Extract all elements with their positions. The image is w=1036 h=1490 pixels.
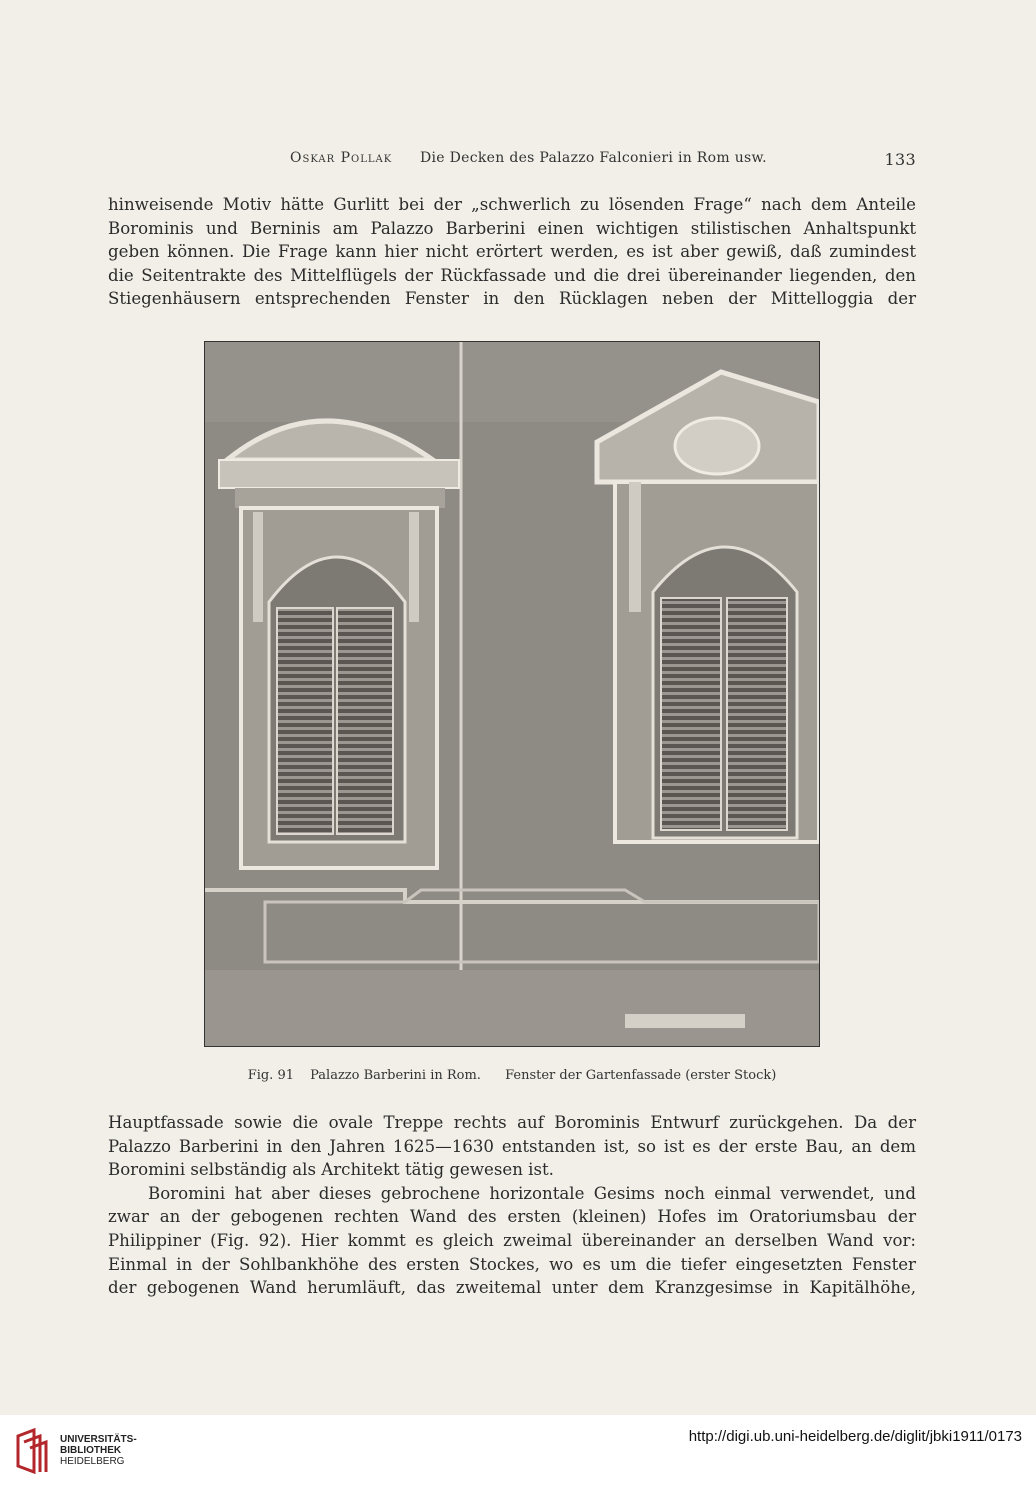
- page-number: 133: [884, 150, 916, 169]
- library-line-1: UNIVERSITÄTS-: [60, 1434, 137, 1445]
- figure-caption: [108, 1068, 916, 1083]
- text-line: geben können. Die Frage kann hier nicht erörtert werden, es ist aber gewiß, daß zumindest: [108, 242, 916, 262]
- text-line: hinweisende Motiv hätte Gurlitt bei der „schwerlich zu lösenden Frage“ nach dem Anteile: [108, 195, 916, 214]
- left-window: [219, 421, 459, 868]
- shell-ornament: [675, 418, 759, 474]
- figure-photo-windows: [204, 341, 820, 1047]
- paragraph-2: [108, 1111, 916, 1300]
- figure-caption-sub: Fenster der Gartenfassade (erster Stock): [505, 1068, 777, 1083]
- right-window: [597, 372, 819, 842]
- text-line: der gebogenen Wand herumläuft, das zweitemal unter dem Kranzgesimse in Kapitälhöhe,: [108, 1278, 916, 1298]
- library-line-3: HEIDELBERG: [60, 1456, 125, 1467]
- library-logo-icon: [14, 1428, 54, 1474]
- text-line: Boromini selbständig als Architekt tätig gewesen ist.: [108, 1160, 554, 1180]
- figure-number: Fig. 91: [247, 1068, 294, 1083]
- header-title: Die Decken des Palazzo Falconieri in Rom usw.: [420, 150, 767, 166]
- facade-windows-illustration: [205, 342, 819, 1046]
- text-line: Einmal in der Sohlbankhöhe des ersten Stockes, wo es um die tiefer eingesetzten Fenster: [108, 1254, 916, 1274]
- text-line: die Seitentrakte des Mittelflügels der Rückfassade und die drei übereinander liegenden, den: [108, 265, 916, 285]
- source-url-link[interactable]: http://digi.ub.uni-heidelberg.de/diglit/jbki1911/0173: [688, 1428, 1022, 1445]
- paragraph-1: [108, 193, 916, 311]
- footer-bar: [0, 1415, 1036, 1490]
- text-line: Borominis und Berninis am Palazzo Barberini einen wichtigen stilistischen Anhaltspunkt: [108, 218, 916, 238]
- text-line: Stiegenhäusern entsprechenden Fenster in den Rücklagen neben der Mittelloggia der: [108, 289, 916, 309]
- library-line-2: BIBLIOTHEK: [60, 1445, 122, 1456]
- text-line: Philippiner (Fig. 92). Hier kommt es gleich zweimal übereinander an derselben Wand vor:: [108, 1230, 916, 1250]
- text-line: Boromini hat aber dieses gebrochene horizontale Gesims noch einmal verwendet, und: [148, 1183, 916, 1203]
- running-head: [108, 150, 916, 172]
- header-author: Oskar Pollak: [290, 150, 393, 166]
- text-line: zwar an der gebogenen rechten Wand des ersten (kleinen) Hofes im Oratoriumsbau der: [108, 1207, 916, 1227]
- text-line: Palazzo Barberini in den Jahren 1625—1630 entstanden ist, so ist es der erste Bau, an dem: [108, 1136, 916, 1156]
- library-name: [60, 1434, 137, 1467]
- text-line: Hauptfassade sowie die ovale Treppe rechts auf Borominis Entwurf zurückgehen. Da der: [108, 1113, 916, 1132]
- figure-caption-main: Palazzo Barberini in Rom.: [310, 1068, 481, 1083]
